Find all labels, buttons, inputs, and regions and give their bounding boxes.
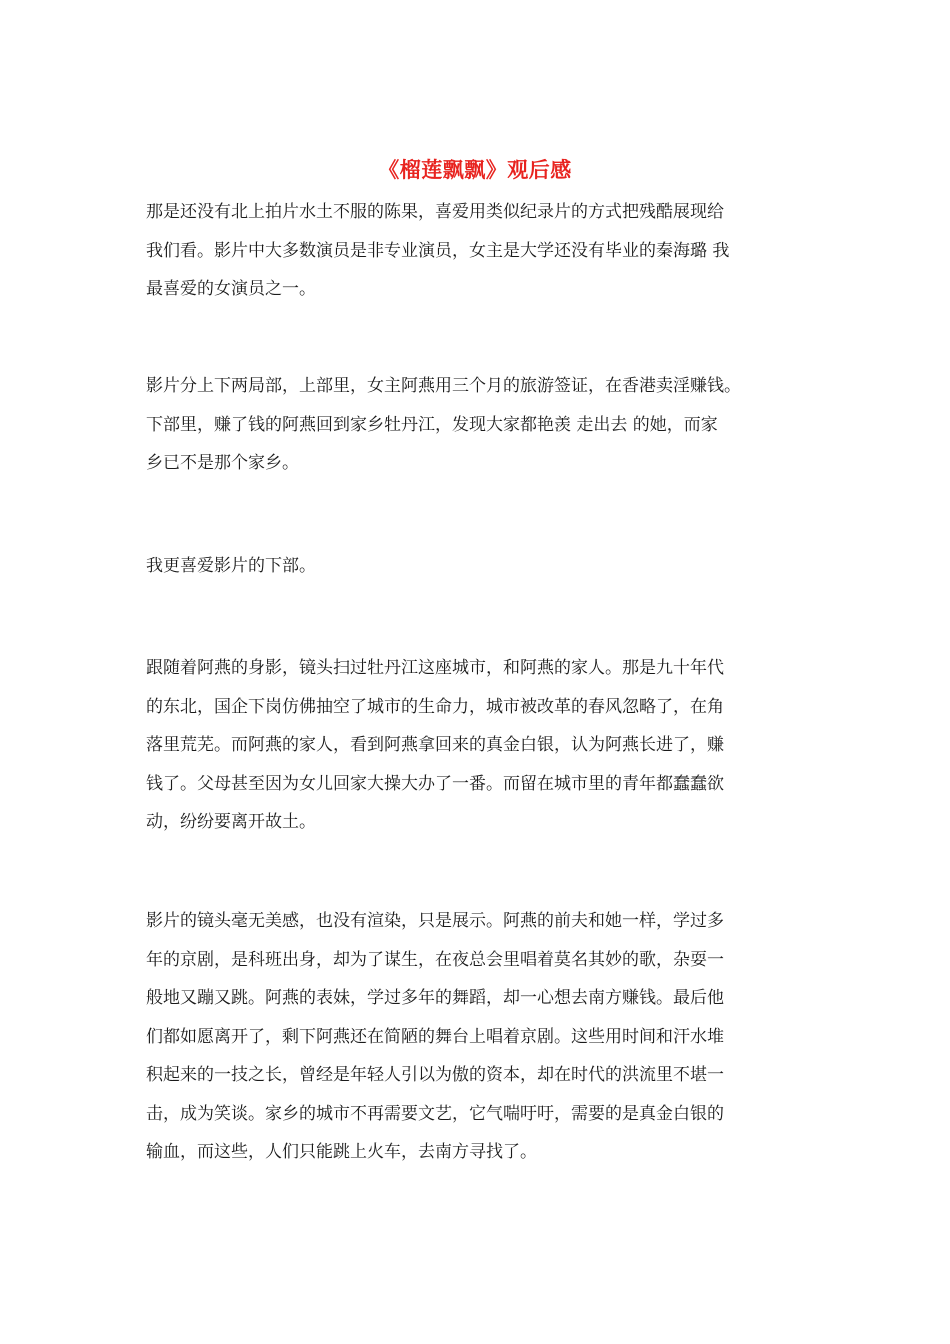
paragraph-line: 们都如愿离开了，剩下阿燕还在简陋的舞台上唱着京剧。这些用时间和汗水堆: [146, 1026, 724, 1047]
paragraph-line: 落里荒芜。而阿燕的家人，看到阿燕拿回来的真金白银，认为阿燕长进了，赚: [146, 735, 724, 755]
paragraph-line: 那是还没有北上拍片水土不服的陈果，喜爱用类似纪录片的方式把残酷展现给: [146, 202, 724, 222]
paragraph-line: 我们看。影片中大多数演员是非专业演员，女主是大学还没有毕业的秦海璐 我: [146, 240, 730, 261]
paragraph-line: 跟随着阿燕的身影，镜头扫过牡丹江这座城市，和阿燕的家人。那是九十年代: [146, 658, 724, 678]
paragraph-line: 影片分上下两局部，上部里，女主阿燕用三个月的旅游签证，在香港卖淫赚钱。: [146, 376, 741, 396]
paragraph-line: 积起来的一技之长，曾经是年轻人引以为傲的资本，却在时代的洪流里不堪一: [146, 1065, 724, 1085]
paragraph-line: 影片的镜头毫无美感，也没有渲染，只是展示。阿燕的前夫和她一样，学过多: [146, 911, 724, 931]
paragraph-line: 钱了。父母甚至因为女儿回家大操大办了一番。而留在城市里的青年都蠢蠢欲: [146, 773, 724, 794]
document-title: 《榴莲飘飘》观后感: [378, 157, 572, 182]
paragraph-5: [146, 902, 826, 1172]
paragraph-line: 下部里，赚了钱的阿燕回到家乡牡丹江，发现大家都艳羡 走出去 的她，而家: [146, 414, 718, 435]
paragraph-line: 击，成为笑谈。家乡的城市不再需要文艺，它气喘吁吁，需要的是真金白银的: [146, 1103, 724, 1124]
paragraph-line: 输血，而这些，人们只能跳上火车，去南方寻找了。: [146, 1142, 537, 1162]
paragraph-line: 乡已不是那个家乡。: [146, 453, 299, 473]
paragraph-2: [146, 367, 826, 483]
paragraph-line: 动，纷纷要离开故土。: [146, 812, 316, 832]
paragraph-line: 我更喜爱影片的下部。: [146, 556, 316, 576]
paragraph-1: [146, 193, 826, 309]
paragraph-line: 年的京剧，是科班出身，却为了谋生，在夜总会里唱着莫名其妙的歌，杂耍一: [146, 949, 724, 970]
paragraph-line: 的东北，国企下岗仿佛抽空了城市的生命力，城市被改革的春风忽略了，在角: [146, 696, 724, 717]
paragraph-4: [146, 649, 826, 842]
paragraph-line: 最喜爱的女演员之一。: [146, 279, 316, 299]
paragraph-3: [146, 547, 826, 586]
paragraph-line: 般地又蹦又跳。阿燕的表妹，学过多年的舞蹈，却一心想去南方赚钱。最后他: [146, 988, 724, 1008]
